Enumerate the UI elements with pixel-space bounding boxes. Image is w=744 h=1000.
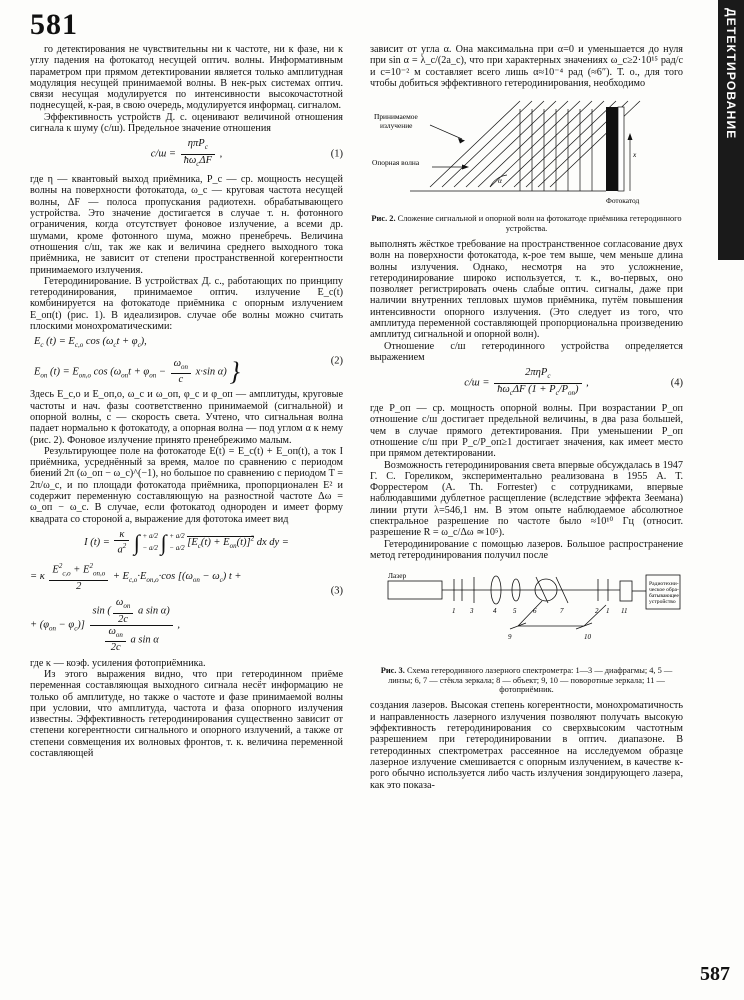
page-number-bottom: 587 [700, 963, 730, 985]
svg-text:5: 5 [513, 607, 517, 616]
svg-text:3: 3 [470, 607, 474, 616]
page-number-top: 581 [30, 8, 78, 41]
figure-3 [370, 567, 683, 694]
formula-4: с/ш = $\frac{2\pi\eta P_с}{ħ\omega_с\Delta F (1 + P_с/P_{оп})}$ , (4) [464, 367, 683, 397]
paragraph: Возможность гетеродинирования света впервые обсуждалась в 1947 Г. С. Гореликом, экспериментально реализована в 1955 А. Т. Форрестером (A. Th. Forrester) с сотрудниками, впервые наблюдавшими дублетное расщепление (вследствие эффекта Зеемана) линии ртути λ=546,1 нм. В этом опыте наблюдаемое абсолютное спектральное разрешение по частоте было ≈10¹⁰ Гц (относит. разрешение R = ω_c/Δω ≃10⁵). [370, 459, 683, 539]
svg-text:устройство: устройство [649, 599, 676, 606]
paragraph: где η — квантовый выход приёмника, P_c — ср. мощность несущей волны на поверхности фотокатода, ω_c — круговая частота несущей волны, ΔF — полоса пропускания радиотехн. обрабатывающего устройства. Это значение достигается в случае т. н. фотонного ограничения, когда отсутствует фоновое излучение, а всеми др. шумами, кроме фотонного шума, можно пренебречь. Величина отношения с/ш, так же как и величина среднего выходного тока приёмника, не зависит от степени пространственной когерентности принимаемого излучения. [30, 174, 343, 276]
paragraph: Эффективность устройств Д. с. оценивают величиной отношения сигнала к шуму (с/ш). Предельное значение отношения [30, 111, 343, 135]
paragraph: создания лазеров. Высокая степень когерентности, монохроматичность и направленность лазерного излучения позволяют получать высокую эффективность гетеродинирования со сверхвысоким частотным разрешением при гетеродинировании в оптич. диапазоне. В гетеродинных спектрометрах рассеянное на исследуемом образце лазерное излучение смешивается с опорным излучением, в качестве к-рого обычно используется либо часть излучения зондирующего лазера, как это показа- [370, 700, 683, 791]
formula-2: $E_с$ $(t) = E_{с,о}$ $\cos (\omega_сt + \varphi_с)$, $E_{оп}$ $(t) = E_{оп,о}$ $\cos (\omega_{оп}t + \varphi_{оп}$ − $\frac{\omega_{оп}}{c}$ x·sin α) } (2) [34, 336, 343, 386]
svg-text:1: 1 [606, 607, 610, 616]
figure-3-drawing [370, 567, 683, 663]
right-column [370, 44, 683, 791]
formula-2-number: (2) [330, 355, 343, 367]
paragraph: го детектирования не чувствительны ни к частоте, ни к фазе, ни к углу падения на фотокатод несущей оптич. волны. Информативным параметром при прямом детектировании является только амплитудная модуляция несущей принимаемой волны. В нек-рых системах оптич. связи несущая модулируется по интенсивности высокочастотной поднесущей, к-рая, в свою очередь, модулируется информац. сигналом. [30, 44, 343, 112]
svg-text:α: α [498, 176, 502, 186]
svg-text:Радиотехни-: Радиотехни- [649, 581, 679, 588]
section-tab-label: ДЕТЕКТИРОВАНИЕ [724, 8, 738, 140]
svg-text:11: 11 [621, 607, 628, 616]
left-column [30, 44, 343, 759]
paragraph: Гетеродинирование. В устройствах Д. с., работающих по принципу гетеродинирования, принимаемое оптич. излучение E_c(t) комбинируется на фотокатоде приёмника с опорным излучением E_оп(t) (рис. 1). В идеализиров. случае обе волны можно считать плоскими монохроматическими: [30, 275, 343, 333]
figure-2-caption-text: Сложение сигнальной и опорной волн на фотокатоде приёмника гетеродинного устройства. [397, 214, 682, 233]
svg-text:излучение: излучение [380, 121, 413, 131]
formula-3: I (t) = $\frac{\kappa}{a^2}$ ∫ + a/2 − a/2 ∫ + a/2 − a/2 $[E_с(t) + E_{оп}(t)]^2$ dx dy = = κ $\frac{E^2_{с,о} + E^2_{оп,о}}{2}$ + $E_{с,о}\cdot E_{оп,о}\cdot\cos$ [$(\omega_{оп} - \omega_с) t$ + + $(\varphi_{оп} - \varphi_с)$] sin ( $\frac{\omega_{оп}}{2c}$ a sin α) $\frac{\omega_{оп}}{2c}$ a sin α , (3) [30, 528, 343, 654]
svg-text:10: 10 [584, 633, 591, 642]
figure-2-caption-label: Рис. 2. [371, 214, 396, 224]
svg-text:4: 4 [493, 607, 497, 616]
section-tab [718, 0, 744, 260]
paragraph: Отношение с/ш гетеродинного устройства определяется выражением [370, 340, 683, 363]
svg-text:Фотокатод: Фотокатод [606, 196, 640, 206]
svg-text:батывающее: батывающее [649, 593, 679, 600]
svg-text:1: 1 [452, 607, 456, 616]
formula-1: с/ш = $\frac{\eta\pi P_с}{ħ\omega_с\Delta F}$ , (1) [150, 138, 343, 168]
svg-text:2: 2 [595, 607, 599, 616]
paragraph: выполнять жёсткое требование на пространственное согласование двух волн на поверхности фотокатода, к-рое тем выше, чем меньше длина волны излучения. Однако, несмотря на это усложнение, гетеродинирование широко используется, т. к., во-первых, оно позволяет регистрировать очень слабые оптич. сигналы, даже при наличии внутренних тепловых шумов приёмника, путём повышения интенсивности опорного излучения. (Это следует из того, что амплитуда переменной составляющей пропорциональна произведению амплитуд сигнальной и опорной волн). [370, 239, 683, 341]
figure-3-caption-label: Рис. 3. [380, 666, 405, 676]
svg-text:6: 6 [533, 607, 537, 616]
svg-text:Опорная волна: Опорная волна [372, 158, 420, 168]
paragraph: Из этого выражения видно, что при гетеродинном приёме переменная составляющая выходного сигнала несёт информацию не только об амплитуде, но также о частоте и фазе принимаемой волны при условии, что амплитуда, частота и фаза опорного излучения известны. Эффективность гетеродинирования существенно зависит от степени когерентности сигнального и опорного излучений, а также от степени совмещения их волновых фронтов, т. к. величина переменной составляющей [30, 668, 343, 759]
paragraph: Результирующее поле на фотокатоде E(t) = E_c(t) + E_оп(t), а ток I приёмника, усреднённый за время, малое по сравнению с периодом биений 2π (ω_оп − ω_c)^(−1), но большое по сравнению с периодом T = 2π/ω_c, и по площади фотокатода приёмника, пропорционален E² и содержит переменную составляющую на разностной частоте Δω = ω_оп − ω_c. В случае, если фотокатод однороден и имеет форму квадрата со стороной a, выражение для фототока имеет вид [30, 445, 343, 525]
paragraph: где P_оп — ср. мощность опорной волны. При возрастании P_оп отношение с/ш достигает предельной величины, в два раза большей, чем в случае прямого детектирования. При уменьшении P_оп отношение с/ш при P_c/P_оп≥1 достигает значения, как имеет место при прямом детектировании. [370, 403, 683, 460]
paragraph: Гетеродинирование с помощью лазеров. Большое распространение метод гетеродинирования получил после [370, 538, 683, 561]
formula-4-number: (4) [670, 377, 683, 389]
formula-3-number: (3) [330, 585, 343, 597]
figure-3-caption [370, 666, 683, 694]
svg-text:7: 7 [560, 607, 564, 616]
figure-2-drawing [370, 95, 683, 211]
paragraph: зависит от угла α. Она максимальна при α=0 и уменьшается до нуля при sin α = λ_c/(2a_c), что при характерных значениях ω_c≥2·10¹⁵ рад/с и c=10⁻² м составляет всего лишь α≈10⁻⁴ рад (≈6″). Т. о., для того чтобы добиться эффективного гетеродинирования, необходимо [370, 44, 683, 89]
svg-text:9: 9 [508, 633, 512, 642]
figure-3-caption-text: Схема гетеродинного лазерного спектрометра: 1—3 — диафрагмы; 4, 5 — линзы; 6, 7 — стёкла зеркала; 8 — объект; 9, 10 — поворотные зеркала; 11 — фотоприёмник. [388, 666, 673, 695]
paragraph: Здесь E_c,о и E_оп,о, ω_c и ω_оп, φ_c и φ_оп — амплитуды, круговые частоты и нач. фазы соответственно принимаемой (сигнальной) и опорной волны, c — скорость света. Учтено, что сигнальная волна падает нормально к фотокатоду, а опорная волна — под углом α к нему (рис. 2). Фоновое излучение принято пренебрежимо малым. [30, 389, 343, 446]
svg-text:ческое обра-: ческое обра- [649, 587, 679, 594]
svg-text:Принимаемое: Принимаемое [374, 112, 418, 122]
figure-2-caption [370, 214, 683, 233]
figure-2 [370, 95, 683, 233]
svg-text:Лазер: Лазер [388, 571, 407, 581]
svg-text:x: x [633, 150, 637, 160]
paragraph: где κ — коэф. усиления фотоприёмника. [30, 657, 206, 669]
formula-1-number: (1) [330, 148, 343, 160]
